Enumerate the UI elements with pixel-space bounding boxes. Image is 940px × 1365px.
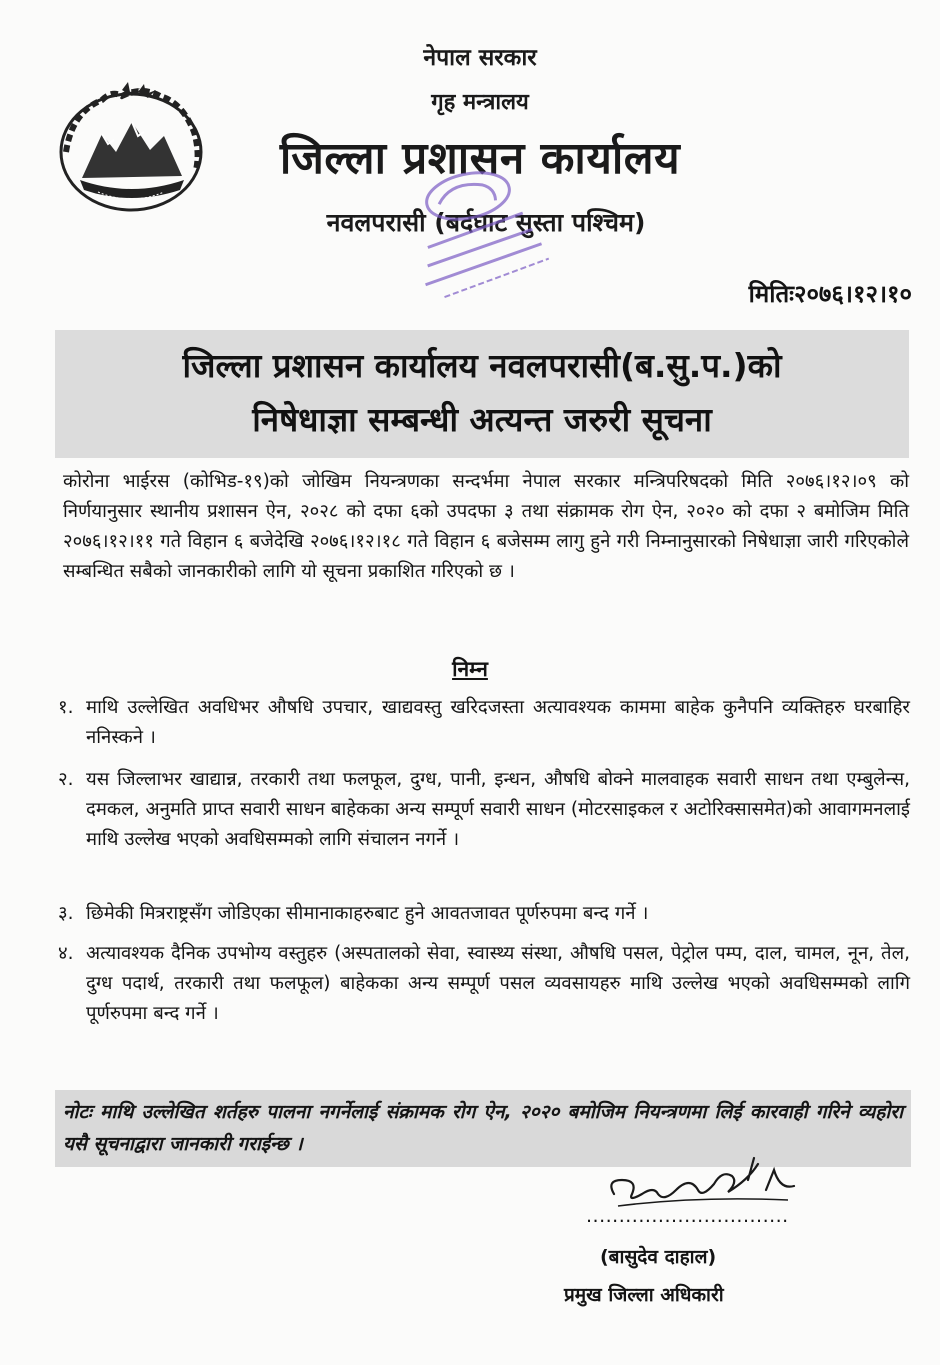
- office-name: जिल्ला प्रशासन कार्यालय: [279, 133, 681, 184]
- list-item: [58, 939, 910, 1029]
- title-banner: [55, 330, 909, 458]
- list-item-number: ४.: [58, 943, 74, 964]
- note-text: नोटः माथि उल्लेखित शर्तहरु पालना नगर्नेलाई संक्रामक रोग ऐन, २०२० बमोजिम नियन्त्रणमा लिई कारवाही गरिने व्यहोरा यसै सूचनाद्वारा जानकारी गराईन्छ ।: [63, 1101, 903, 1155]
- district-name: नवलपरासी (बर्दघाट सुस्ता पश्चिम): [326, 208, 646, 237]
- title-line-2: निषेधाज्ञा सम्बन्धी अत्यन्त जरुरी सूचना: [252, 400, 712, 439]
- list-item: [58, 693, 910, 753]
- list-item-number: ३.: [58, 903, 74, 924]
- list-item-text: माथि उल्लेखित अवधिभर औषधि उपचार, खाद्यवस्तु खरिदजस्ता अत्यावश्यक काममा बाहेक कुनैपनि व्यक्तिहरु घरबाहिर ननिस्कने ।: [86, 697, 910, 748]
- list-item-number: २.: [58, 769, 74, 790]
- government-name: नेपाल सरकार: [423, 45, 537, 71]
- list-item-text: यस जिल्लाभर खाद्यान्न, तरकारी तथा फलफूल, दुग्ध, पानी, इन्धन, औषधि बोक्ने मालवाहक सवारी साधन तथा एम्बुलेन्स, दमकल, अनुमति प्राप्त सवारी साधन बाहेकका अन्य सम्पूर्ण सवारी साधन (मोटरसाइकल र अटोरिक्सासमेत)को आवागमनलाई माथि उल्लेख भएको अवधिसम्मको लागि संचालन नगर्ने ।: [86, 769, 910, 850]
- intro-paragraph: कोरोना भाईरस (कोभिड-१९)को जोखिम नियन्त्रणका सन्दर्भमा नेपाल सरकार मन्त्रिपरिषदको मिति २०७६।१२।०९ को निर्णयानुसार स्थानीय प्रशासन ऐन, २०२८ को दफा ६को उपदफा ३ तथा संक्रामक रोग ऐन, २०२० को दफा २ बमोजिम मिति २०७६।१२।११ गते विहान ६ बजेदेखि २०७६।१२।१८ गते विहान ६ बजेसम्म लागु हुने गरी निम्नानुसारको निषेधाज्ञा जारी गरिएकोले सम्बन्धित सबैको जानकारीको लागि यो सूचना प्रकाशित गरिएको छ ।: [63, 471, 909, 582]
- list-heading: निम्न: [452, 657, 488, 681]
- signatory-title: प्रमुख जिल्ला अधिकारी: [564, 1284, 724, 1306]
- list-item-number: १.: [58, 697, 74, 718]
- list-item: [58, 899, 910, 929]
- ministry-name: गृह मन्त्रालय: [431, 90, 529, 115]
- list-item: [58, 765, 910, 855]
- list-item-text: अत्यावश्यक दैनिक उपभोग्य वस्तुहरु (अस्पतालको सेवा, स्वास्थ्य संस्था, औषधि पसल, पेट्रोल पम्प, दाल, चामल, नून, तेल, दुग्ध पदार्थ, तरकारी तथा फलफूल) बाहेकका अन्य सम्पूर्ण पसल व्यवसायहरु माथि उल्लेख भएको अवधिसम्मको लागि पूर्णरुपमा बन्द गर्ने ।: [86, 943, 910, 1024]
- signatory-name: (बासुदेव दाहाल): [600, 1246, 717, 1268]
- official-stamp-icon: [392, 168, 552, 300]
- title-line-1: जिल्ला प्रशासन कार्यालय नवलपरासी(ब.सु.प.)को: [182, 346, 782, 385]
- signature-line: ...............................: [586, 1205, 789, 1227]
- notice-date: मितिः२०७६।१२।१०: [748, 280, 912, 308]
- list-item-text: छिमेकी मित्रराष्ट्रसँग जोडिएका सीमानाकाहरुबाट हुने आवतजावत पूर्णरुपमा बन्द गर्ने ।: [86, 903, 649, 924]
